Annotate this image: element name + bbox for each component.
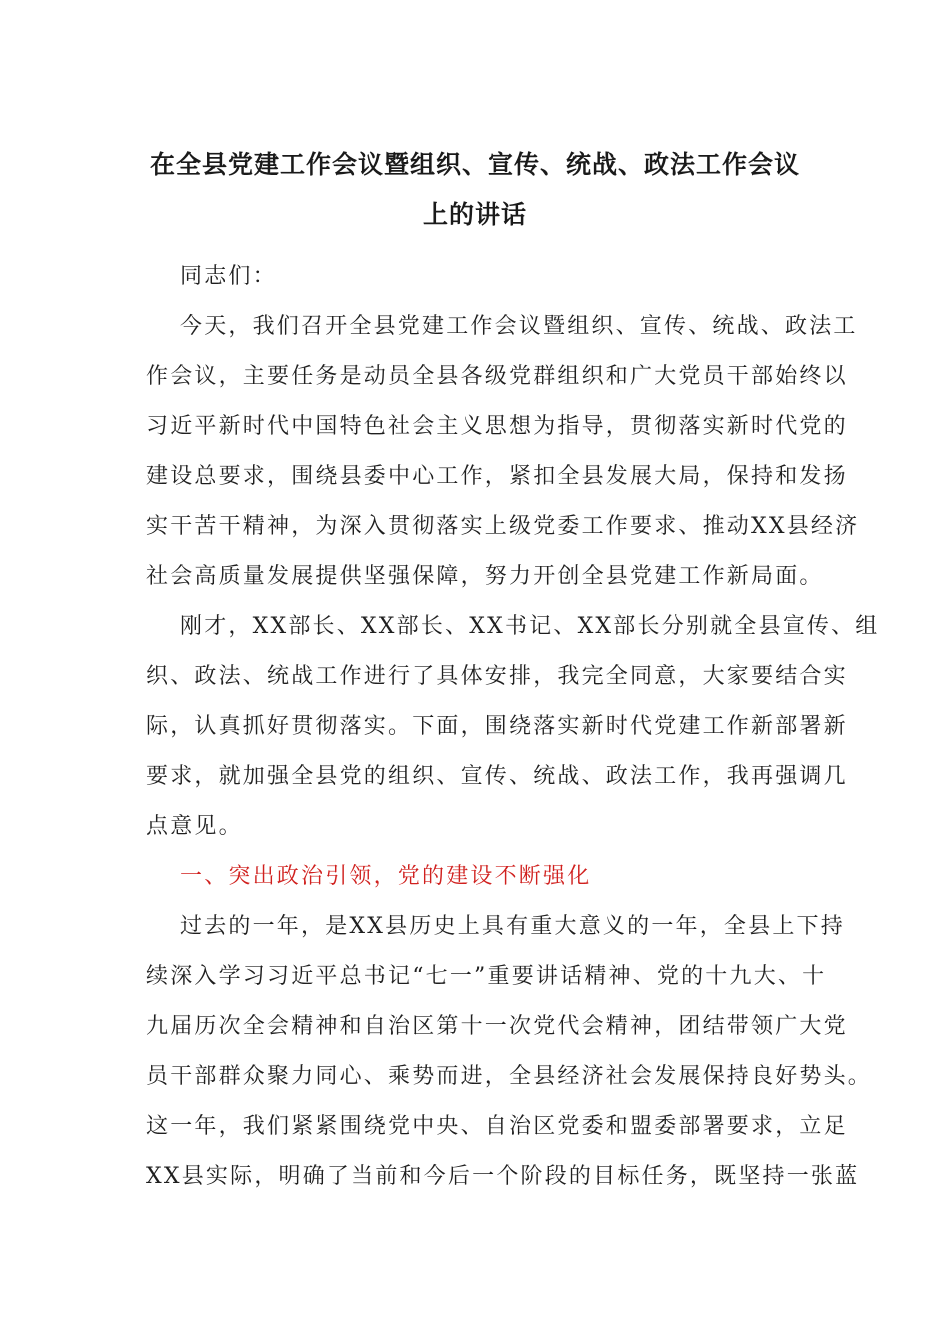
- paragraph-line: 过去的一年，是XX县历史上具有重大意义的一年，全县上下持: [180, 914, 845, 939]
- document-title: [140, 140, 810, 240]
- paragraph-line: 点意见。: [146, 814, 243, 839]
- paragraph-2: [146, 602, 880, 852]
- paragraph-line: 员干部群众聚力同心、乘势而进，全县经济社会发展保持良好势头。: [146, 1064, 873, 1089]
- paragraph-line: 续深入学习习近平总书记“七一”重要讲话精神、党的十九大、十: [146, 964, 827, 989]
- section-heading-1: 一、突出政治引领，党的建设不断强化: [180, 864, 592, 889]
- paragraph-line: 刚才，XX部长、XX部长、XX书记、XX部长分别就全县宣传、组: [180, 614, 880, 639]
- paragraph-3: [146, 902, 873, 1202]
- paragraph-line: 今天，我们召开全县党建工作会议暨组织、宣传、统战、政法工: [180, 314, 858, 339]
- document-body: [146, 252, 880, 1202]
- paragraph-line: 社会高质量发展提供坚强保障，努力开创全县党建工作新局面。: [146, 564, 824, 589]
- paragraph-line: 建设总要求，围绕县委中心工作，紧扣全县发展大局，保持和发扬: [146, 464, 848, 489]
- salutation: 同志们：: [180, 264, 277, 289]
- paragraph-1: [146, 302, 860, 602]
- paragraph-line: XX县实际，明确了当前和今后一个阶段的目标任务，既坚持一张蓝: [146, 1164, 860, 1189]
- paragraph-line: 作会议，主要任务是动员全县各级党群组织和广大党员干部始终以: [146, 364, 848, 389]
- title-line-2: 上的讲话: [422, 200, 527, 229]
- paragraph-line: 要求，就加强全县党的组织、宣传、统战、政法工作，我再强调几: [146, 764, 848, 789]
- paragraph-line: 九届历次全会精神和自治区第十一次党代会精神，团结带领广大党: [146, 1014, 848, 1039]
- paragraph-line: 织、政法、统战工作进行了具体安排，我完全同意，大家要结合实: [146, 664, 848, 689]
- paragraph-line: 实干苦干精神，为深入贯彻落实上级党委工作要求、推动XX县经济: [146, 514, 860, 539]
- paragraph-line: 际，认真抓好贯彻落实。下面，围绕落实新时代党建工作新部署新: [146, 714, 848, 739]
- paragraph-line: 这一年，我们紧紧围绕党中央、自治区党委和盟委部署要求，立足: [146, 1114, 848, 1139]
- paragraph-line: 习近平新时代中国特色社会主义思想为指导，贯彻落实新时代党的: [146, 414, 848, 439]
- title-line-1: 在全县党建工作会议暨组织、宣传、统战、政法工作会议: [149, 150, 800, 179]
